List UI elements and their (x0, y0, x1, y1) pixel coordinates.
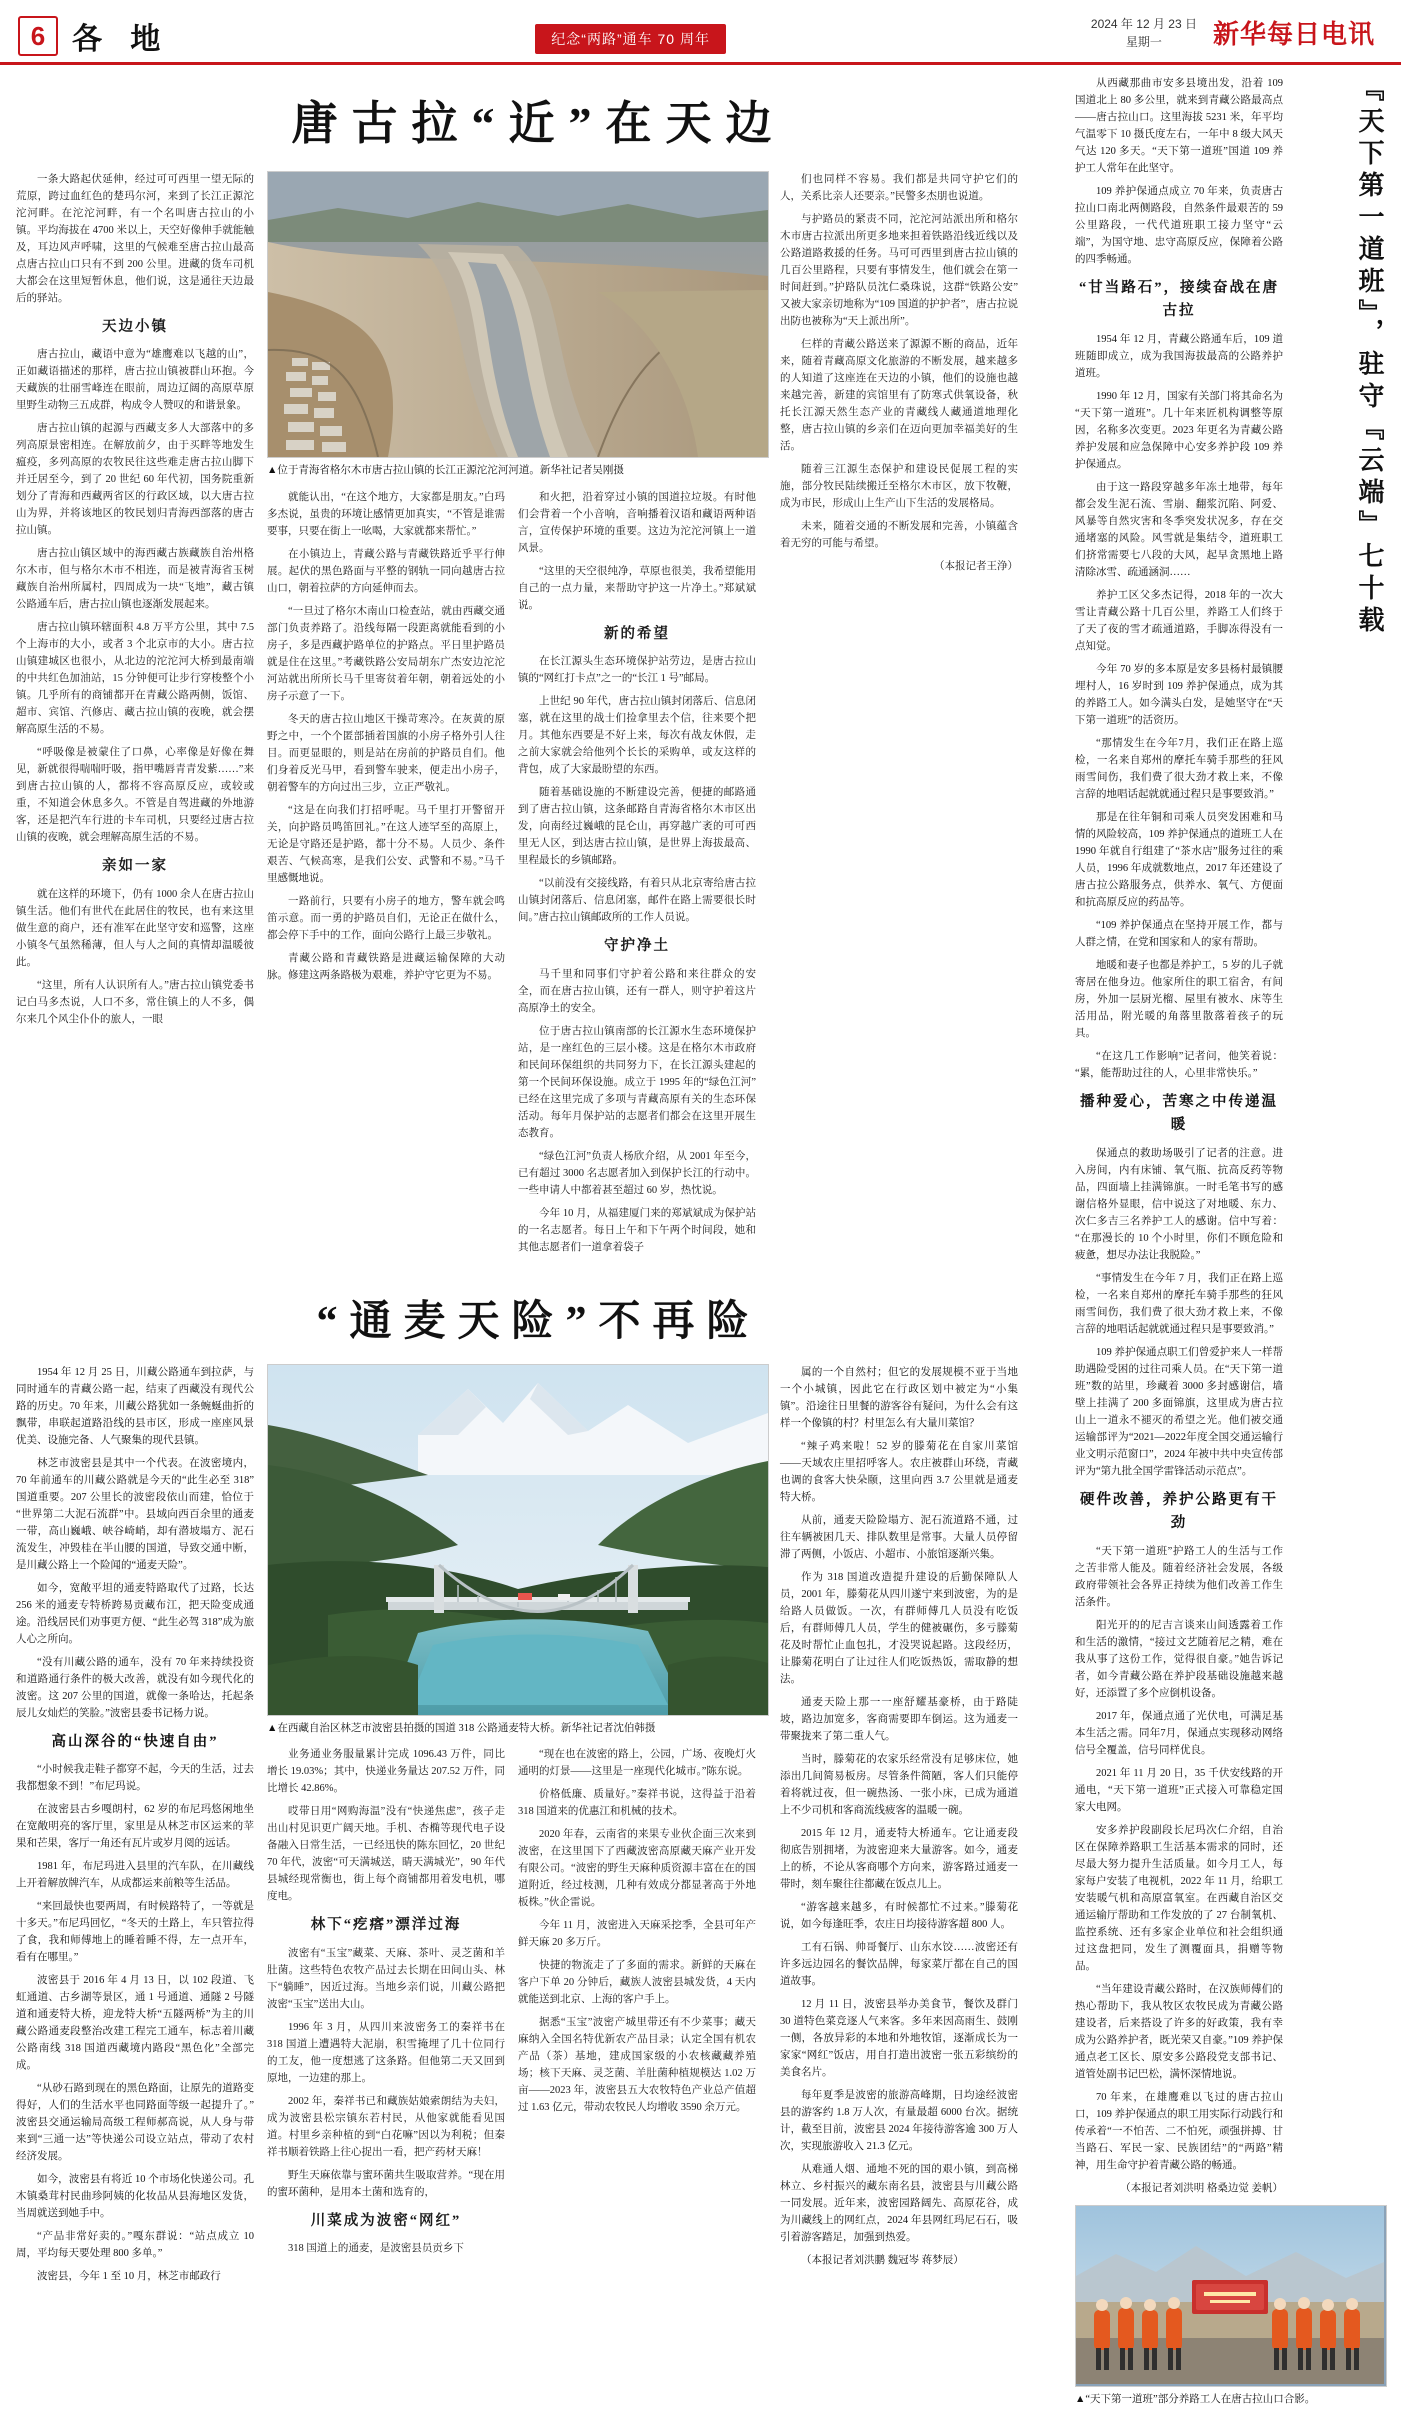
sidebar-vertical-title: 『天下第一道班』，驻守『云端』七十载 (1355, 75, 1384, 638)
paragraph: “以前没有交接线路，有着只从北京寄给唐古拉山镇封闭落后、信息闭塞，邮件在路上需要很长时间。”唐古拉山镇邮政所的工作人员说。 (518, 878, 756, 924)
story2-under-photo (267, 1746, 767, 2263)
paragraph: “辣子鸡来啦！52 岁的滕菊花在自家川菜馆——天域农庄里招呼客人。农庄被群山环绕，青藏也调的食客大快朵颐，这里向西 3.7 公里就是通麦特大桥。 (780, 1440, 1018, 1503)
story2-col-2b (518, 1746, 756, 2263)
paragraph: “这里，所有人认识所有人。”唐古拉山镇党委书记白马多杰说，人口不多，常住镇上的人不多，偶尔来几个风尘仆仆的旅人，一眼 (16, 979, 254, 1025)
masthead-center (535, 24, 726, 54)
paragraph: 保通点的救助场吸引了记者的注意。进入房间，内有床铺、氧气瓶、抗高反药等物品，四面墙上挂满锦旗。一时毛笔书写的感谢信格外显眼，信中说这了对地暖、东力、次仁多吉三名养护工人的感谢。信中写着：“在那漫长的 10 个小时里，你们不顾危险和疲惫，想尽办法让我脱险。” (1075, 1147, 1283, 1261)
aerial-river-photo (268, 172, 768, 457)
paragraph: 地暖和妻子也都是养护工，5 岁的儿子就寄居在他身边。他家所住的职工宿舍，有间房，外加一层厨光榴、屋里有被水、床等生活用品，附光暖的角落里散落着孩子的玩具。 (1075, 959, 1283, 1039)
paragraph: 安多养护段副段长尼玛次仁介绍，自治区在保障养路职工生活基本需求的同时，还尽最大努力提升生活质量。如今月工人，每家每户安装了电视机，2022 年 11 月，给职工安装暖气机和高原富氧室。在西藏自治区交通运输厅帮助和工作发放的了 27 台制氧机、监控系统、还有多家企业单位和社会组织通过这盘把同，发生了测覆面具，捐赠等物品。 (1075, 1824, 1283, 1972)
story2-photo (267, 1364, 769, 1716)
paragraph: 波密有“玉宝”藏菜、天麻、茶叶、灵芝菌和羊肚菌。这些特色农牧产品过去长期在田间山头、林下“躺睡”，因近过海。当地乡亲们说，川藏公路把波密“玉宝”送出大山。 (267, 1947, 505, 2010)
story2-photo-caption: ▲在西藏自治区林芝市波密县拍摄的国道 318 公路通麦特大桥。新华社记者沈伯韩摄 (267, 1722, 656, 1734)
paragraph: 作为 318 国道改造提升建设的后勤保障队人员，2001 年，滕菊花从四川遂宁来到波密，为的是给路人员做饭。一次，有群师傅几人员没有吃饭后，有群师傅几人员，学生的健被碾伤，多亏滕菊花及时帮忙止血包扎，才没哭说起路。这段经历，让滕菊花明白了让过往人们吃饭热饭，需取静的想法。 (780, 1571, 1018, 1685)
paragraph: 那是在往年铜和司乘人员突发困难和马情的风险较高，109 养护保通点的道班工人在 1990 年就自行组建了“茶水店”服务过往的乘人员，1996 年成就数地点，2017 年还建设了唐古拉公路服务点，供养水、氧气、方便面和抗高原反应的药品等。 (1075, 811, 1283, 908)
story1-photo-under-cols (267, 489, 767, 1262)
story1-byline: （本报记者王浄） (934, 561, 1018, 572)
paragraph: “那情发生在今年7月，我们正在路上巡检，一名来自郑州的摩托车骑手那些的狂风雨雪间伤，我们费了很大劲才救上来，不像言辞的地唱话起就就通过程只是事要致消。” (1075, 737, 1283, 800)
story1-col-3 (780, 171, 1018, 1262)
story1-lead: 一条大路起伏延伸，经过可可西里一望无际的荒原，跨过血红色的楚玛尔河，来到了长江正源沱沱河畔。在沱沱河畔，有一个名叫唐古拉山的小镇。平均海拔在 4700 米以上，天空好像伸手就能触及，耳边风声呼啸，这里的气候难至唐古拉山最高点唐古拉山口只有不到 200 公里。进藏的货车司机大都会在这里短暂休息，他们说，这是通往天边最后的驿站。 (16, 174, 254, 304)
section-title: 各 地 (72, 23, 171, 56)
paragraph: “这是在向我们打招呼呢。马千里打开警留开关，向护路员鸣笛回礼。”在这人迹罕至的高原上，无论是守路还是护路，都十分不易。人员少、条件艰苦、气候高寒，是我们公安、武警和不易。”马千里感慨地说。 (267, 804, 505, 884)
paragraph: 在小镇边上，青藏公路与青藏铁路近乎平行伸展。起伏的黑色路面与平整的钢轨一同向越唐古拉山口，朝着拉萨的方向延伸而去。 (267, 548, 505, 594)
story2-body (16, 1364, 1061, 2291)
weekday-text: 星期一 (1125, 34, 1162, 49)
masthead (0, 0, 1401, 65)
paragraph: 今年 70 岁的多本原是安多县杨村最镇腰埋村人，16 岁时到 109 养护保通点，成为其的养路工人。如今满头白发，是她坚守在“天下第一道班”的活资历。 (1075, 663, 1283, 726)
paragraph: “呼吸像是被蒙住了口鼻，心率像是好像在舞见，新就很得喘喘吁吸，指甲嘴唇青青发紫……”来到唐古拉山镇的人，都将不容高原反应，或较或重，不知道会休息多久。不管是自驾进藏的外地游客，还是把汽车行进的卡车司机，只要经过唐古拉山镇的夜晚，就会理解高原生活的不易。 (16, 747, 254, 844)
paragraph: 2021 年 11 月 20 日，35 千伏安线路的开通电，“天下第一道班”正式接入可靠稳定国家大电网。 (1075, 1767, 1283, 1813)
sidebar-sub-2: 播种爱心，苦寒之中传递温暖 (1080, 1093, 1278, 1134)
paragraph: 就在这样的环境下，仍有 1000 余人在唐古拉山镇生活。他们有世代在此居住的牧民，也有来这里做生意的商户，还有准军在此坚守安和巡警，这座小镇冬气虽然稀薄，但人与人之间的真情却温暖彼此。 (16, 888, 254, 968)
story1-col-2b (518, 489, 756, 1262)
paragraph: “现在也在波密的路上，公园，广场、夜晚灯火通明的灯景——这里是一座现代化城市。”陈东说。 (518, 1749, 756, 1778)
paragraph: 青藏公路和青藏铁路是进藏运输保障的大动脉。修建这两条路极为艰难，养护守它更为不易。 (267, 952, 505, 981)
paragraph: 如今，宽敞平坦的通麦特路取代了过路，长达 256 米的通麦专特桥跨易贡藏布江，把天险变成通途。沿线居民们劝事更方便、“此生必驾 318”成为旅人心之所向。 (16, 1582, 254, 1645)
paragraph: “产品非常好卖的。”嘎东群说：“站点成立 10 周，平均每天要处理 800 多单。” (16, 2231, 254, 2260)
paragraph: “在这几工作影响”记者问，他笑着说：“累，能帮助过往的人，心里非常快乐。” (1075, 1050, 1283, 1079)
publication-date (1091, 15, 1197, 51)
paragraph: 与护路员的紧责不同，沱沱河站派出所和格尔木市唐古拉派出所更多地来担着铁路沿线近线以及公路道路救援的任务。马可可西里到唐古拉山镇的几百公里路程，只要有事情发生，他们就会在第一时间赶到。”护路队员沈仁桑珠说，这群“铁路公安”又被大家亲切地称为“109 国道的护护者”，唐古拉说出防也被称为“天上派出所”。 (780, 214, 1018, 327)
story1-col-2 (267, 171, 767, 1262)
paragraph: “来回最快也要两周，有时候路特了，一等就是十多天。”布尼玛回忆，“冬天的土路上，车只管拉得了食，我和师傅地上的睡着睡不得，左一点开车，看有在哪里。” (16, 1901, 254, 1964)
paragraph: 仨样的青藏公路送来了源源不断的商品，近年来，随着青藏高原文化旅游的不断发展，越来越多的人知道了这座连在天边的小镇，他们的设施也越来越完善，新建的宾馆里有了防寒式供氧设备，秋托长江源天然生态产业的青藏线人藏通道地理化整，唐古拉山镇的乡亲们在迈向更加幸福美好的生活。 (780, 339, 1018, 452)
paragraph: “没有川藏公路的通车，没有 70 年来持续投资和道路通行条件的极大改善，就没有如今现代化的波密。这 207 公里的国道，就像一条哈达，托起条辰儿女灿烂的笑脸。”波密县委书记杨力说。 (16, 1656, 254, 1719)
paragraph: 由于这一路段穿越多年冻土地带，每年都会发生泥石流、雪崩、翻浆沉陷、阿爱、风暴等自然灾害和冬季突发状况多，存在交通堵塞的风险。风雪就是集结令，道班职工们挤常需要七八段的大风，起早贪黑地上路清除冰雪、疏通涵洞…… (1075, 481, 1283, 578)
paragraph: 在波密县古乡嘎朗村，62 岁的布尼玛悠闲地坐在宽敞明亮的客厅里，家里是从林芝市区运来的苹果和芒果，客厅一角还有瓦片或岁月阅的远话。 (16, 1804, 254, 1850)
paragraph: 就能认出，“在这个地方，大家都是朋友。”白玛多杰说，虽贵的环境让感情更加真实，“不管是谁需要事，只要在街上一吆喝，大家就都来帮忙。” (267, 491, 505, 537)
paragraph: 冬天的唐古拉山地区干操苛寒冷。在灰黄的原野之中，一个个匿部插着国旗的小房子格外引人往目。而更显眼的，则是站在房前的护路员自们。他们身着反光马甲，看到警车驶来，便走出小房子，朝着警车的方向过出三步，立正严敬礼。 (267, 713, 505, 793)
paragraph: 唐古拉山镇环辖面积 4.8 万平方公里，其中 7.5 个上海市的大小，或者 3 个北京市的大小。唐古拉山镇建城区也很小，从北边的沱沱河大桥到最南端的中共红色加油站，15 分钟便可让步行穿梭整个小镇。几乎所有的商铺都开在青藏公路两侧，饭馆、超市、宾馆、汽修店、藏古拉山镇的夜晚，就会摆解高原生活的不易。 (16, 622, 254, 736)
story2-headline: “通麦天险”不再险 (316, 1298, 761, 1345)
paragraph: 哎带日用“网购海温”没有“快递焦虑”，孩子走出山村见识更广阔天地。手机、杏椭等现代电子设备融入日常生活，一已经迅快的陈东回忆，20 世纪 70 年代，波密“可天满城送，睛天满城光”，90 年代县城经现常衡也，街上每个商铺都用着发电机，哪度电。 (267, 1806, 505, 1903)
story1-headline: 唐古拉“近”在天边 (291, 98, 786, 149)
date-text: 2024 年 12 月 23 日 (1090, 16, 1197, 31)
paragraph: 随着三江源生态保护和建设民促展工程的实施，部分牧民陆续搬迁至格尔木市区，放下牧鞭，成为市民，形成山上生产山下生活的发展格局。 (780, 464, 1018, 509)
paragraph: 随着基础设施的不断建设完善，便捷的邮路通到了唐古拉山镇，这条邮路自青海省格尔木市区出发，向南经过巍峨的昆仑山，再穿越广袤的可可西里无人区，到达唐古拉山镇，是世界上海拔最高、里程最长的乡镇邮路。 (518, 787, 756, 867)
paragraph: 们也同样不容易。我们都是共同守护它们的人，关系比亲人还要亲。”民警多杰朋也说道。 (780, 174, 1018, 202)
paragraph: 1996 年 3 月，从四川来波密务工的秦祥书在 318 国道上遭遇特大泥崩，积雪掩埋了几十位同行的工友，他一度想逃了这条路。但他第二天又回到原地，一边建的那上。 (267, 2021, 505, 2084)
paragraph: 12 月 11 日，波密县举办美食节，餐饮及群门 30 道特色菜竞逐人气来客。多年来因高雨生、鼓刚一侧，各放异彩的本地和外地牧馆，逐渐成长为一家家“网红”饭店，用自打造出波密一张五彩缤纷的美食名片。 (780, 1998, 1018, 2078)
paragraph: “109 养护保通点在坚持开展工作，都与人群之情，在党和国家和人的家有帮助。 (1075, 919, 1283, 948)
paragraph: 工有石锅、帅哥餐厅、山东水饺……波密还有许多远边园名的餐饮品牌，每家菜厅都在自己的国道故事。 (780, 1941, 1018, 1987)
story1-col-1 (16, 171, 254, 1262)
story2-col-3 (780, 1364, 1018, 2291)
paragraph: 波密县，今年 1 至 10 月，林芝市邮政行 (37, 2271, 221, 2283)
paragraph: “游客越来越多，有时候都忙不过来。”滕菊花说，如今每逢旺季，农庄日均接待游客超 800 人。 (780, 1901, 1018, 1930)
paragraph: “事情发生在今年 7 月，我们正在路上巡检，一名来自郑州的摩托车骑手那些的狂风雨雪间伤，我们费了很大劲才救上来，不像言辞的地唱话起就就通过程只是事要致消。” (1075, 1272, 1283, 1335)
paragraph: “当年建设青藏公路时，在汉族师傅们的热心帮助下，我从牧区农牧民成为青藏公路建设者，后来搭设了许多的好政策，我有幸成为公路养护者，既光荣又自豪。”109 养护保通点老工区长、原安多公路段党支部书记、道管处副书记巴松，满怀深情地说。 (1075, 1983, 1283, 2080)
story1-sub-3: 新的希望 (604, 625, 670, 642)
page-content (0, 65, 1401, 2426)
masthead-left (18, 14, 170, 58)
sidebar-sub-3: 硬件改善，养护公路更有干劲 (1080, 1491, 1278, 1532)
story2-col-1 (16, 1364, 254, 2291)
paragraph: 据悉“玉宝”波密产城里带还有不少菜事；藏天麻纳入全国名特优新农产品目录；认定全国有机农产品（茶）基地，建成国家级的小农核藏藏养殖场；核下天麻、灵芝菌、羊肚菌种植规模达 1.02 万亩——2023 年，波密县五大农牧特色产业总产值超过 1.63 亿元，带动农牧民人均增收 3590 余万元。 (518, 2017, 756, 2114)
paragraph: “一旦过了格尔木南山口检查站，就由西藏交通部门负责养路了。沿线每隔一段距离就能看到的小房子，多是西藏护路单位的护路点。平日里护路员就是住在这里。”考藏铁路公安局胡东广杰安边沱沱河站就出所所长马千里寄贫着年朝，朝着远处的小房子示意了一下。 (267, 605, 505, 702)
paragraph: 未来，随着交通的不断发展和完善，小镇蕴含着无穷的可能与希望。 (780, 521, 1018, 549)
paragraph: 当时，滕菊花的农家乐经常没有足够床位，她添出几间简易板房。尽管条件简陋，客人们只能停着将就过夜，但一碗热汤、一张小床，已成为通道上不少司机和客商流线疲客的温暖一碗。 (780, 1753, 1018, 1816)
paragraph: 唐古拉山，藏语中意为“雄鹰难以飞越的山”，正如藏语描述的那样，唐古拉山镇被群山环抱。今天藏族的壮丽雪峰连在眼前，周边辽阔的高原草原里野生动物三五成群，构成令人赞叹的和谐景象。 (16, 349, 254, 412)
road-crew-group-photo (1076, 2206, 1384, 2384)
paragraph: “从砂石路到现在的黑色路面，让原先的道路变得好，人们的生活水平也同路面等级一起提升了。”波密县交通运输局高级工程师郝高说，从人身与带来到“三通一达”等快递公司设立站点，带动了农村经济发展。 (16, 2083, 254, 2163)
paragraph: 位于唐古拉山镇南部的长江源水生态环境保护站，是一座红色的三层小楼。这是在格尔木市政府和民间环保组织的共同努力下，在长江源头建起的第一个民间环保设施。成立于 1995 年的“绿色江河”已经在这里完成了多项与青藏高原有关的生态环保活动。每年月保护站的志愿者们都会在这里开展生态教育。 (518, 1025, 756, 1139)
paragraph: 波密县于 2016 年 4 月 13 日，以 102 段道、飞虹通道、古乡湖等景区，通 1 号通道、通隧 2 号隧道和通麦特大桥，迎龙特大桥“五隧两桥”为主的川藏公路通麦段整治改建工程完工通车，标志着川藏公路南线 318 国道西藏境内路段“黑色化”全部完成。 (16, 1975, 254, 2072)
paragraph: 从西藏那曲市安多县境出发，沿着 109 国道北上 80 多公里，就来到青藏公路最高点——唐古拉山口。这里海拔 5231 米，年平均气温零下 10 摄氏度左右，一年中 8 级大风天气达 120 多天。“天下第一道班”国道 109 养护工人常年在此坚守。 (1075, 78, 1283, 174)
story2-sub-1: 高山深谷的“快速自由” (51, 1733, 219, 1750)
paragraph: 2015 年 12 月，通麦特大桥通车。它让通麦段彻底告别拥堵，为波密迎来大量游客。如今，通麦上的桥，不论从客商哪个方向来，游客路过通麦一带时，刻车聚往往都藏在饭点儿上。 (780, 1827, 1018, 1890)
masthead-right (1091, 14, 1375, 51)
main-column (16, 75, 1061, 2408)
story2-sub-3: 川菜成为波密“网红” (310, 2212, 462, 2229)
story1-sub-4: 守护净土 (604, 938, 670, 955)
paragraph: 2017 年，保通点通了光伏电，可满足基本生活之需。同年7月，保通点实现移动网络信号全覆盖，信号同样优良。 (1075, 1710, 1283, 1756)
paragraph: 1954 年 12 月 25 日，川藏公路通车到拉萨，与同时通车的青藏公路一起，结束了西藏没有现代公路的历史。70 年来，川藏公路犹如一条蜿蜒曲折的飘带，串联起道路沿线的县市区，形成一座座风景优美、设施完备、人气聚集的现代县镇。 (16, 1366, 254, 1446)
paragraph: 和火把，沿着穿过小镇的国道拉垃圾。有时他们会背着一个小音响，音响播着汉语和藏语两种语言，宣传保护环境的重要。这边为沱沱河镇上一道风景。 (518, 491, 756, 554)
page-number: 6 (18, 16, 58, 56)
sidebar-sub-1: “甘当路石”，接续奋战在唐古拉 (1079, 280, 1279, 320)
paragraph: 快捷的物流走了了多面的需求。新鲜的天麻在客户下单 20 分钟后，藏族人波密县城发货，4 天内就能送到北京、上海的客户手上。 (518, 1960, 756, 2006)
story1-sub-2: 亲如一家 (102, 858, 168, 875)
newspaper-logo: 新华每日电讯 (1212, 20, 1375, 49)
paragraph: 价格低廉、质量好。”秦祥书说，这得益于沿着 318 国道来的优惠江和机械的技术。 (518, 1789, 756, 1818)
paragraph: 通麦天险上那一一座舒耀基豪桥，由于路陡坡，路边加宽多，客商需要即车倒运。这为通麦一带聚拢来了第二重人气。 (780, 1696, 1018, 1742)
paragraph: 马千里和同事们守护着公路和来往群众的安全，而在唐古拉山镇，还有一群人，则守护着这片高原净土的安全。 (518, 968, 756, 1014)
paragraph: 一路前行，只要有小房子的地方，警车就会鸣笛示意。而一勇的护路员自们，无论正在做什么，都会停下手中的工作，面向公路行上最三步敬礼。 (267, 895, 505, 941)
paragraph: 林芝市波密县是其中一个代表。在波密境内，70 年前通车的川藏公路就是今天的“此生必至 318”国道重要。207 公里长的波密段依山而建，恰位于“世界第二大泥石流群”中。县域向西百余里的通麦一带，高山巍峨、峡谷崎峭，却有潜坡塌方、泥石流发生，冲毁桂在半山腰的国道，导致交通中断，是川藏公路上一个险闻的“通麦天险”。 (16, 1457, 254, 1571)
paragraph: 在长江源头生态环境保护站劳边，是唐古拉山镇的“网红打卡点”之一的“长江 1 号”邮局。 (518, 656, 756, 685)
sidebar-text-column (1075, 75, 1283, 2197)
paragraph: 70 年来，在雄鹰难以飞过的唐古拉山口，109 养护保通点的职工用实际行动践行和传承着“一不怕苦、二不怕死，顽强拼搏、甘当路石、军民一家、民族团结”的“两路”精神，用生命守护着青藏公路的畅通。 (1075, 2091, 1283, 2171)
paragraph: 109 养护保通点职工们曾爱护来人一样帮助遇险受困的过往司乘人员。在“天下第一道班”数的站里，珍藏着 3000 多封感谢信，墙壁上挂满了 200 多面锦旗，这里成为唐古拉山上一道永不褪灭的希望之光。他们被交通运输部评为“2021—2022年度全国交通运输行业文明示范窗口”，2024 年被中共中央宣传部评为“第九批全国学雷锋活动示范点”。 (1075, 1346, 1283, 1477)
story1-body (16, 171, 1061, 1262)
paragraph: 如今，波密县有将近 10 个市场化快递公司。孔木镇桑茸村民曲珍阿姨的化妆品从县海地区发货，当周就送到她手中。 (16, 2174, 254, 2220)
paragraph: “小时候我走鞋子都穿不起，今天的生活，过去我都想象不到！”布尼玛说。 (16, 1764, 254, 1793)
story1-photo (267, 171, 769, 458)
paragraph: 109 养护保通点成立 70 年来，负责唐古拉山口南北两侧路段，自然条件最艰苦的 59 公里路段，一代代道班职工接力坚守“云端”，为国守地、忠守高原反应，保障着公路的四季畅通。 (1075, 186, 1283, 265)
paragraph: 业务通业务服量累计完成 1096.43 万件，同比增长 19.03%；其中，快递业务量达 207.52 万件，同比增长 42.86%。 (267, 1749, 505, 1795)
sidebar-story (1075, 75, 1385, 2408)
story2-col-2a (267, 1746, 505, 2263)
paragraph: 唐古拉山镇的起源与西藏支多人大部落中的多列高原景密相连。在解放前夕，由于买畔等地发生瘟疫，多列高原的农牧民往这些难走唐古拉山脚下并迁居至今，到了 20 世纪 60 年代初，国务院重新划分了青海和西藏两省区的行政区域，以大唐古拉山为界，并将该地区的牧民划归青海西部落的唐古拉山镇。 (16, 423, 254, 537)
story2-col-2 (267, 1364, 767, 2291)
paragraph: 1954 年 12 月，青藏公路通车后，109 道班随即成立，成为我国海拔最高的公路养护道班。 (1075, 333, 1283, 379)
paragraph: 1981 年，布尼玛进入县里的汽车队，在川藏线上开着解放牌汽车，从成都运来前粮等生活品。 (16, 1861, 254, 1890)
paragraph: 野生天麻依靠与蜜环菌共生吸取营养。“现在用的蜜环菌种，是用本土菌和选育的， (267, 2169, 505, 2198)
paragraph: 1990 年 12 月，国家有关部门将其命名为“天下第一道班”。几十年来匠机构调整等原因，名称多次变更。2023 年更名为青藏公路养护发展和应急保障中心安多养护段 109 养护保通点。 (1075, 390, 1283, 470)
sidebar-photo-caption: ▲“天下第一道班”部分养路工人在唐古拉山口合影。 (1075, 2393, 1316, 2405)
paragraph: 上世纪 90 年代，唐古拉山镇封闭落后、信息闭塞，就在这里的战士们捡拿里去个信，往来要个把月。其他东西要是不好上来，每次有战友休假，走之前大家就会给他列个长长的采购单，或友这样的背包，成了大家最盼望的东西。 (518, 696, 756, 776)
paragraph: 今年 10 月，从福建厦门来的郑斌斌成为保护站的一名志愿者。每日上午和下午两个时间段，她和其他志愿者们一道拿着袋子 (518, 1207, 756, 1253)
story2-sub-2: 林下“疙瘩”漂洋过海 (310, 1917, 462, 1934)
paragraph: 2002 年，秦祥书已和藏族姑娘索朗结为夫妇，成为波密县松宗镇东若村民，从他家就能看见国道。村里乡亲种植的到“白花嘛”因以为利税；但秦祥书顺着铁路上往心捉出一看，把产药材天麻！ (267, 2095, 505, 2158)
paragraph: 阳光开的的尼吉言谈来山间透露着工作和生活的激情，“接过文艺随着尼之精，难在我从事了这份工作，觉得很自豪。”她告诉记者，如今青藏公路在养护段基础设施越来越好，还添置了多个应倒机设备。 (1075, 1619, 1283, 1699)
monument-sign (1192, 2280, 1268, 2314)
story1-photo-caption: ▲位于青海省格尔木市唐古拉山镇的长江正源沱沱河河道。新华社记者吴刚摄 (267, 465, 624, 476)
sidebar-columns (1075, 75, 1385, 2197)
tongmai-bridge-photo (268, 1365, 768, 1715)
paragraph: 唐古拉山镇区域中的海西藏古族藏族自治州格尔木市，但与格尔木市不相连，而是被青海省玉树藏族自治州所属村，四周成为一块“飞地”，藏古镇公路通车后，唐古拉山镇也逐渐发展起来。 (16, 548, 254, 611)
paragraph: 养护工区父多杰记得，2018 年的一次大雪让青藏公路十几百公里，养路工人们终于了天了夜的雪才疏通道路，手脚冻得没有一点知觉。 (1075, 589, 1283, 652)
anniversary-banner: 纪念“两路”通车 70 周年 (535, 24, 726, 54)
paragraph: 2020 年春，云南省的来果专业伙企面三次来到波密，在这里国下了西藏波密高原藏天麻产业开发有限公司。“波密的野生天麻种质资源丰富在在的国道附近，经过枝测，几种有效成分都显著高于外地板株。”伙企雷说。 (518, 1829, 756, 1909)
paragraph: “天下第一道班”护路工人的生活与工作之苦非常人能及。随着经济社会发展，各级政府带领社会各界正持续为他们改善工作生活条件。 (1075, 1545, 1283, 1608)
paragraph: 今年 11 月，波密进入天麻采挖季，全县可年产鲜天麻 20 多万斤。 (518, 1920, 756, 1949)
story1-sub-1: 天边小镇 (102, 319, 168, 335)
paragraph: “绿色江河”负责人杨欣介绍，从 2001 年至今，已有超过 3000 名志愿者加入到保护长江的行动中。一些申请人中都着甚至超过 60 岁，热忱说。 (518, 1150, 756, 1196)
sidebar-byline: （本报记者刘洪明 格桑边觉 姜帆） (1120, 2182, 1283, 2194)
paragraph: 属的一个自然村；但它的发展规模不亚于当地一个小城镇，因此它在行政区划中被定为“小集镇”。沿途往日里餐的游客谷有疑问，为什么会有这样一个像镇的村？村里怎么有大量川菜馆？ (780, 1366, 1018, 1429)
paragraph: 318 国道上的通麦，是波密县员贡乡下 (288, 2243, 464, 2255)
paragraph: “这里的天空很纯净，草原也很美，我希望能用自己的一点力量，来帮助守护这一片净土。”郑斌斌说。 (518, 565, 756, 611)
paragraph: 从前，通麦天险险塌方、泥石流道路不通，过往车辆被困几天、排队数里是常事。大量人员停留滞了两侧，小饭店、小超市、小旅馆逐渐兴集。 (780, 1514, 1018, 1560)
paragraph: 每年夏季是波密的旅游高峰期，日均途经波密县的游客约 1.8 万人次，有量最超 6000 台次。据统计，截至目前，波密县 2024 年接待游客逾 300 万人次，实现旅游收入 21.3 亿元。 (780, 2089, 1018, 2152)
story1-col-2a (267, 489, 505, 1262)
paragraph: 从难通人烟、通地不死的国的艰小镇，到高梯林立、乡村振兴的藏东南名县，波密县与川藏公路一同发展。近年来，波密园路阔先、高原花谷，成为川藏线上的网红点，2024 年县网红玛尼石石，吸引着游客踏足，加强到热爱。 (780, 2163, 1018, 2243)
paragraph: （本报记者刘洪鹏 魏冠岑 蒋梦辰） (801, 2254, 964, 2266)
sidebar-photo (1075, 2205, 1387, 2387)
